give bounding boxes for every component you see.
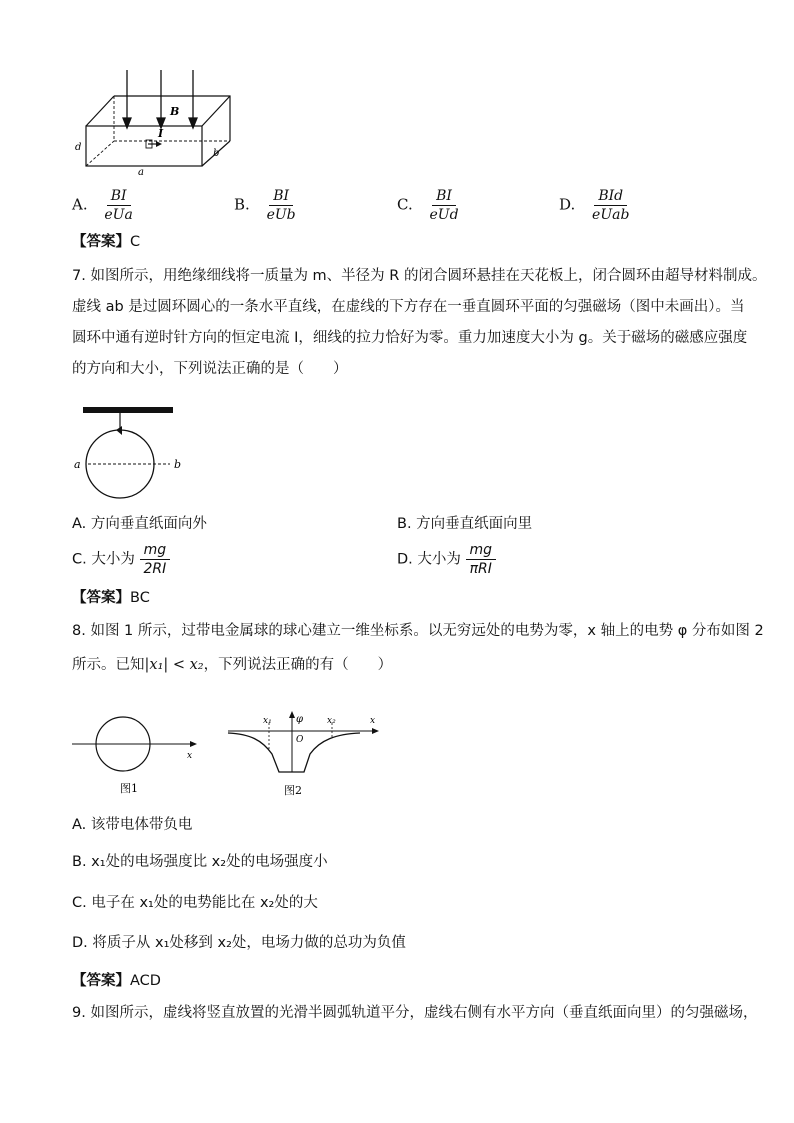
frac-num: BI xyxy=(107,188,131,206)
q7-stem-line-2: 虚线 ab 是过圆环圆心的一条水平直线，在虚线的下方存在一垂直圆环平面的匀强磁场（图中未画出）。当 xyxy=(72,299,745,315)
option-text: x₁处的电场强度比 x₂处的电场强度小 xyxy=(91,854,328,870)
frac-den: eUd xyxy=(429,207,459,223)
stem-text: 如图所示，虚线将竖直放置的光滑半圆弧轨道平分，虚线右侧有水平方向（垂直纸面向里）的匀强磁场， xyxy=(90,1005,758,1021)
option-text: 大小为 xyxy=(91,551,135,568)
fig2-origin: O xyxy=(296,735,304,745)
frac-num: mg xyxy=(466,542,497,560)
question-number: 7. xyxy=(72,268,86,284)
q6-option-b[interactable] xyxy=(234,188,300,223)
q8-stem-line-1 xyxy=(72,621,764,641)
stem-text: 如图所示，用绝缘细线将一质量为 m、半径为 R 的闭合圆环悬挂在天花板上，闭合圆环由超导材料制成。 xyxy=(90,268,767,284)
answer-tag: 【答案】 xyxy=(72,234,130,250)
q6-answer xyxy=(72,232,140,252)
q6-box-figure xyxy=(72,66,242,178)
fig2-axis-phi: φ xyxy=(296,714,304,725)
stem-math: |x₁| < x₂ xyxy=(144,657,204,673)
q9-stem-line-1 xyxy=(72,1003,757,1023)
question-number: 9. xyxy=(72,1005,86,1021)
option-letter: A. xyxy=(72,195,88,214)
q8-answer xyxy=(72,971,161,991)
stem-text: ，下列说法正确的有（ ） xyxy=(203,657,393,673)
option-letter: A. xyxy=(72,817,87,833)
q6-label-B: B xyxy=(170,105,180,118)
fig1-caption: 图1 xyxy=(120,782,138,795)
option-letter: C. xyxy=(72,895,87,911)
option-text: 该带电体带负电 xyxy=(90,817,193,833)
q7-label-b: b xyxy=(174,458,182,471)
q7-option-a[interactable] xyxy=(72,514,207,534)
option-letter: D. xyxy=(559,195,576,214)
fig2-label-x1: x₁ xyxy=(263,716,272,726)
stem-text: 所示。已知 xyxy=(72,657,145,673)
q8-option-d[interactable] xyxy=(72,933,406,953)
frac-den: πRI xyxy=(469,561,492,577)
option-letter: D. xyxy=(72,935,88,951)
q7-option-d[interactable] xyxy=(397,542,496,577)
stem-text: 如图 1 所示，过带电金属球的球心建立一维坐标系。以无穷远处的电势为零，x 轴上的电势 φ 分布如图 2 xyxy=(90,623,764,639)
option-text: 将质子从 x₁处移到 x₂处，电场力做的总功为负值 xyxy=(92,935,406,951)
frac-num: BId xyxy=(594,188,627,206)
answer-value: C xyxy=(130,234,141,250)
option-letter: A. xyxy=(72,516,87,532)
option-letter: B. xyxy=(234,195,250,214)
option-letter: C. xyxy=(397,195,413,214)
q6-label-b: b xyxy=(213,148,220,159)
answer-tag: 【答案】 xyxy=(72,590,130,606)
q6-label-I: I xyxy=(158,127,164,140)
option-text: 方向垂直纸面向外 xyxy=(90,516,207,532)
q8-stem-line-2 xyxy=(72,655,392,675)
q7-stem-line-3: 圆环中通有逆时针方向的恒定电流 I，细线的拉力恰好为零。重力加速度大小为 g。关于磁场的磁感应强度 xyxy=(72,330,748,346)
fig2-label-x2: x₂ xyxy=(327,716,336,726)
option-letter: B. xyxy=(397,516,412,532)
frac-num: BI xyxy=(432,188,456,206)
q8-option-b[interactable] xyxy=(72,852,328,872)
frac-den: eUb xyxy=(266,207,296,223)
q7-option-b[interactable] xyxy=(397,514,532,534)
fig2-axis-x: x xyxy=(370,716,376,726)
q6-label-a: a xyxy=(138,167,144,178)
answer-tag: 【答案】 xyxy=(72,973,130,989)
q6-label-d: d xyxy=(75,142,82,153)
fig1-axis-x: x xyxy=(187,751,193,761)
option-letter: C. xyxy=(72,551,87,568)
frac-num: mg xyxy=(140,542,171,560)
q6-option-d[interactable] xyxy=(559,188,633,223)
q8-option-a[interactable] xyxy=(72,815,192,835)
frac-den: eUa xyxy=(104,207,133,223)
q7-option-c[interactable] xyxy=(72,542,170,577)
option-text: 大小为 xyxy=(417,551,461,568)
option-text: 电子在 x₁处的电势能比在 x₂处的大 xyxy=(91,895,318,911)
fig2-caption: 图2 xyxy=(284,784,302,797)
q7-answer xyxy=(72,588,150,608)
q6-option-a[interactable] xyxy=(72,188,137,223)
q8-option-c[interactable] xyxy=(72,893,318,913)
frac-num: BI xyxy=(269,188,293,206)
q7-stem-line-4: 的方向和大小，下列说法正确的是（ ） xyxy=(72,361,348,377)
answer-value: ACD xyxy=(130,973,161,989)
answer-value: BC xyxy=(130,590,150,606)
frac-den: 2RI xyxy=(143,561,167,577)
question-number: 8. xyxy=(72,623,86,639)
q7-stem-line-1 xyxy=(72,266,766,286)
frac-den: eUab xyxy=(592,207,630,223)
q8-figure-2 xyxy=(224,710,384,802)
option-letter: B. xyxy=(72,854,87,870)
q7-ring-figure xyxy=(70,402,190,502)
q6-option-c[interactable] xyxy=(397,188,463,223)
option-letter: D. xyxy=(397,551,413,568)
q7-label-a: a xyxy=(74,458,81,471)
q8-figure-1 xyxy=(70,715,200,797)
option-text: 方向垂直纸面向里 xyxy=(416,516,533,532)
